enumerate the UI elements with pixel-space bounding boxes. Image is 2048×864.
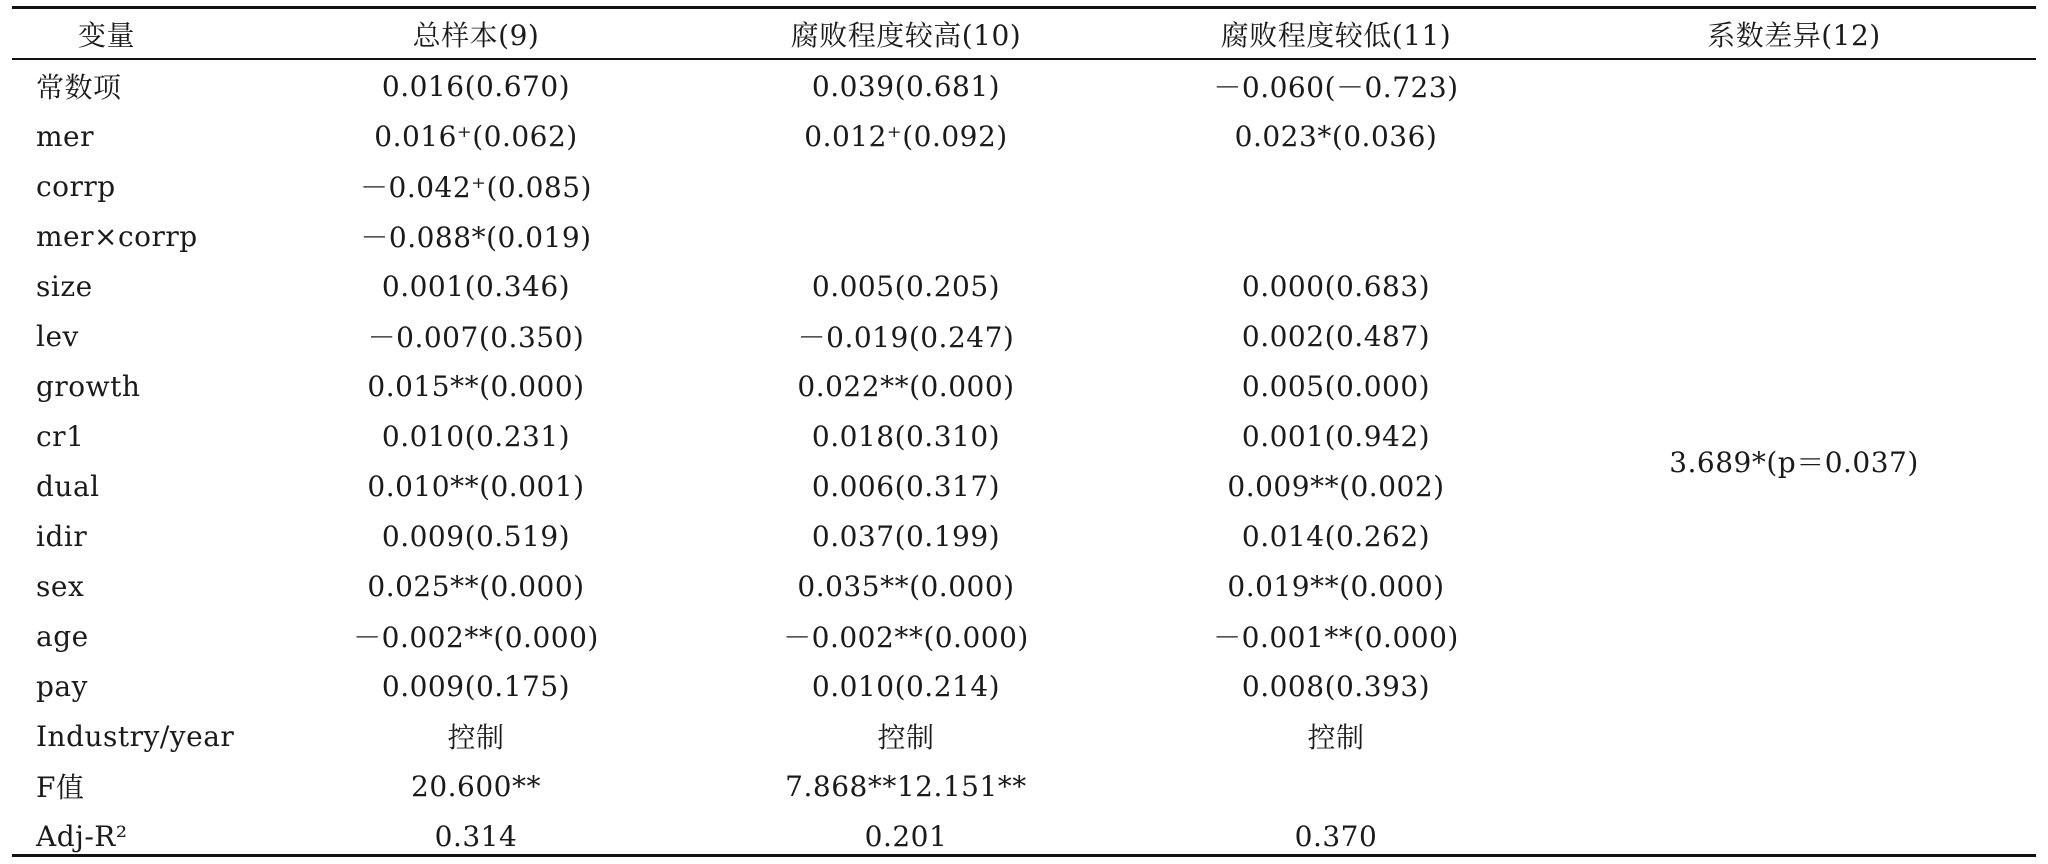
cell-full-sample: 0.010**(0.001) [367,469,585,503]
cell-low-corruption: 0.014(0.262) [1241,519,1431,553]
row-var: age [36,619,89,653]
cell-low-corruption: 0.002(0.487) [1241,319,1431,353]
header-variable: 变量 [78,19,136,52]
cell-high-corruption: 0.012⁺(0.092) [804,119,1008,153]
row-var: sex [36,569,85,603]
cell-low-corruption: 0.019**(0.000) [1227,569,1445,603]
cell-high-corruption: 0.201 [864,819,948,853]
cell-low-corruption: 0.370 [1294,819,1378,853]
cell-high-corruption: －0.002**(0.000) [783,621,1029,654]
cell-full-sample: 0.009(0.519) [381,519,571,553]
cell-low-corruption: 0.009**(0.002) [1227,469,1445,503]
cell-high-corruption: 0.006(0.317) [811,469,1001,503]
cell-low-corruption: 0.001(0.942) [1241,419,1431,453]
row-var: mer×corrp [36,219,198,253]
cell-full-sample: 0.025**(0.000) [367,569,585,603]
cell-full-sample: 控制 [447,721,505,754]
row-var: Adj-R² [36,819,128,853]
cell-full-sample: －0.042⁺(0.085) [360,171,592,204]
row-var: growth [36,369,141,403]
cell-high-corruption: 0.018(0.310) [811,419,1001,453]
cell-high-corruption: 0.035**(0.000) [797,569,1015,603]
header-low-corruption: 腐败程度较低(11) [1220,19,1452,52]
cell-low-corruption: 0.000(0.683) [1241,269,1431,303]
cell-high-corruption: 0.005(0.205) [811,269,1001,303]
cell-full-sample: 0.314 [434,819,518,853]
cell-full-sample: 0.001(0.346) [381,269,571,303]
row-var: 常数项 [36,71,122,104]
row-var: idir [36,519,88,553]
cell-full-sample: －0.007(0.350) [367,321,585,354]
cell-high-corruption [692,161,1120,211]
cell-high-corruption: －0.019(0.247) [797,321,1015,354]
cell-full-sample: 0.015**(0.000) [367,369,585,403]
row-var: lev [36,319,79,353]
cell-low-corruption [1120,761,1552,811]
cell-high-corruption: 7.868**12.151** [785,769,1027,803]
cell-low-corruption: －0.060(－0.723) [1213,71,1459,104]
row-var: size [36,269,93,303]
cell-high-corruption: 0.010(0.214) [811,669,1001,703]
header-coef-difference: 系数差异(12) [1707,19,1881,52]
header-high-corruption: 腐败程度较高(10) [790,19,1022,52]
row-var: cr1 [36,419,85,453]
cell-full-sample: －0.088*(0.019) [360,221,592,254]
cell-high-corruption [692,211,1120,261]
cell-low-corruption: 0.023*(0.036) [1234,119,1438,153]
row-var: corrp [36,169,116,203]
cell-high-corruption: 控制 [877,721,935,754]
cell-full-sample: 20.600** [411,769,541,803]
row-var: mer [36,119,95,153]
cell-low-corruption: 0.008(0.393) [1241,669,1431,703]
regression-table [12,9,2036,861]
row-var: pay [36,669,88,703]
cell-low-corruption: 控制 [1307,721,1365,754]
cell-coef-difference: 3.689*(p＝0.037) [1669,446,1919,479]
cell-full-sample: －0.002**(0.000) [353,621,599,654]
cell-full-sample: 0.016(0.670) [381,69,571,103]
row-var: Industry/year [36,719,235,753]
cell-high-corruption: 0.037(0.199) [811,519,1001,553]
cell-full-sample: 0.009(0.175) [381,669,571,703]
cell-low-corruption: －0.001**(0.000) [1213,621,1459,654]
cell-full-sample: 0.010(0.231) [381,419,571,453]
header-full-sample: 总样本(9) [412,19,540,52]
cell-low-corruption [1120,211,1552,261]
cell-high-corruption: 0.022**(0.000) [797,369,1015,403]
row-var: F值 [36,771,85,804]
cell-low-corruption: 0.005(0.000) [1241,369,1431,403]
cell-high-corruption: 0.039(0.681) [811,69,1001,103]
cell-low-corruption [1120,161,1552,211]
table-row [12,61,2036,111]
header-row [12,9,2036,59]
row-var: dual [36,469,100,503]
cell-full-sample: 0.016⁺(0.062) [374,119,578,153]
